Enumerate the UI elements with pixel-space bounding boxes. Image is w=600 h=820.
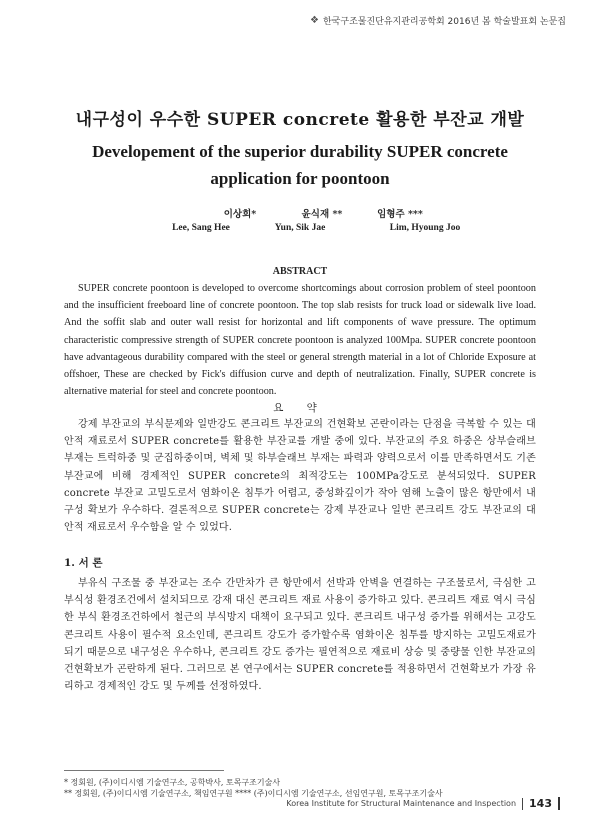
title-korean: 내구성이 우수한 SUPER concrete 활용한 부잔교 개발 <box>75 110 525 130</box>
section-1-heading: 1. 서 론 <box>64 557 103 569</box>
summary-body: 강제 부잔교의 부식문제와 일반강도 콘크리트 부잔교의 건현확보 곤란이라는 단점을 극복할 수 있는 대안적 재료로서 SUPER concrete를 활용한 부잔교를 개발 중에 있다. 부잔교의 주요 하중은 상부슬래브 부재는 트럭하중 및 군집하중이며, 벽체 및 하부슬래브 부재는 파력과 양력으로서 이를 만족하면서도 기존 부잔교에 비해 경제적인 SUPER concrete의 최적강도는 100MPa강도로 분석되었다. SUPER concrete 부잔교 고밀도로서 염화이온 침투가 어렵고, 중성화깊이가 작아 염해 노출이 많은 항만에서 내구성 확보가 우수하다. 결론적으로 SUPER concrete는 강제 부잔교나 일반 콘크리트 강도 부잔교의 대안적 재료로서 우수함을 알 수 있었다. <box>64 419 536 534</box>
title-english: Developement of the superior durability SUPER concrete application for poontoon <box>92 142 508 188</box>
page-footer <box>286 797 560 810</box>
running-header-text: 한국구조물진단유지관리공학회 2016년 봄 학술발표회 논문집 <box>322 17 566 27</box>
section-1-body: 부유식 구조물 중 부잔교는 조수 간만차가 큰 항만에서 선박과 안벽을 연결하는 구조물로서, 극심한 고부식성 환경조건에서 설치되므로 강재 대신 콘크리트 재료 사용이 증가하고 있다. 콘크리트 재료 역시 극심한 부식 환경조건하에서 철근의 부식방지 대책이 요구되고 있다. 콘크리트 내구성 증가를 위해서는 고강도 콘크리트 사용이 필수적 요소인데, 콘크리트 강도가 증가할수록 염화이온 침투를 방지하는 고밀도재료가 되기 때문으로 내구성은 우수하나, 콘크리트 강도 증가는 필연적으로 재료비 상승 및 중량물 인한 부잔교의 건현확보가 곤란하게 된다. 그러므로 본 연구에서는 SUPER concrete를 적용하면서 건현확보가 가장 유리하고 경제적인 강도 및 두께를 선정하였다. <box>64 578 536 693</box>
author-3-english: Lim, Hyoung Joo <box>389 223 461 233</box>
summary-heading: 요 약 <box>273 402 327 414</box>
footnote-2: ** 정회원, (주)이디시엠 기술연구소, 책임연구원 **** (주)이디시엠 기술연구소, 선임연구원, 토목구조기술사 <box>64 789 443 798</box>
author-2-korean: 윤식재 ** <box>301 209 343 220</box>
author-1-english: Lee, Sang Hee <box>172 223 230 233</box>
author-1-korean: 이상희* <box>223 209 257 220</box>
running-header <box>310 14 566 27</box>
abstract-heading: ABSTRACT <box>272 266 328 277</box>
footnote-divider <box>64 770 224 771</box>
author-2-english: Yun, Sik Jae <box>274 223 326 233</box>
footer-separator <box>522 798 523 810</box>
abstract-body: SUPER concrete poontoon is developed to overcome shortcomings about corrosion problem of steel poontoon and the insufficient freeboard line of concrete poontoon. The top slab resists for truck load or sidewalk live load. And the soffit slab and outer wall resist for horizontal and lift components of wave pressure. The optimum characteristic compressive strength of SUPER concrete poontoon is analyzed 100Mpa. SUPER concrete poontoon have advantageous durability compared with the steel or general strength material in a lot of Chloride Exposure at offshoer, These are checked by Fick's diffusion curve and depth of neutralization. Finally, SUPER concrete is alternative material for steel and concrete poontoon. <box>64 283 536 398</box>
footnote-1: * 정회원, (주)이디시엠 기술연구소, 공학박사, 토목구조기술사 <box>64 778 281 787</box>
footer-edge-bar <box>558 797 560 810</box>
author-3-korean: 임형주 *** <box>377 209 423 220</box>
page-number: 143 <box>529 797 552 810</box>
diamond-bullet-icon: ❖ <box>310 15 319 26</box>
footer-institute: Korea Institute for Structural Maintenance and Inspection <box>286 799 517 808</box>
